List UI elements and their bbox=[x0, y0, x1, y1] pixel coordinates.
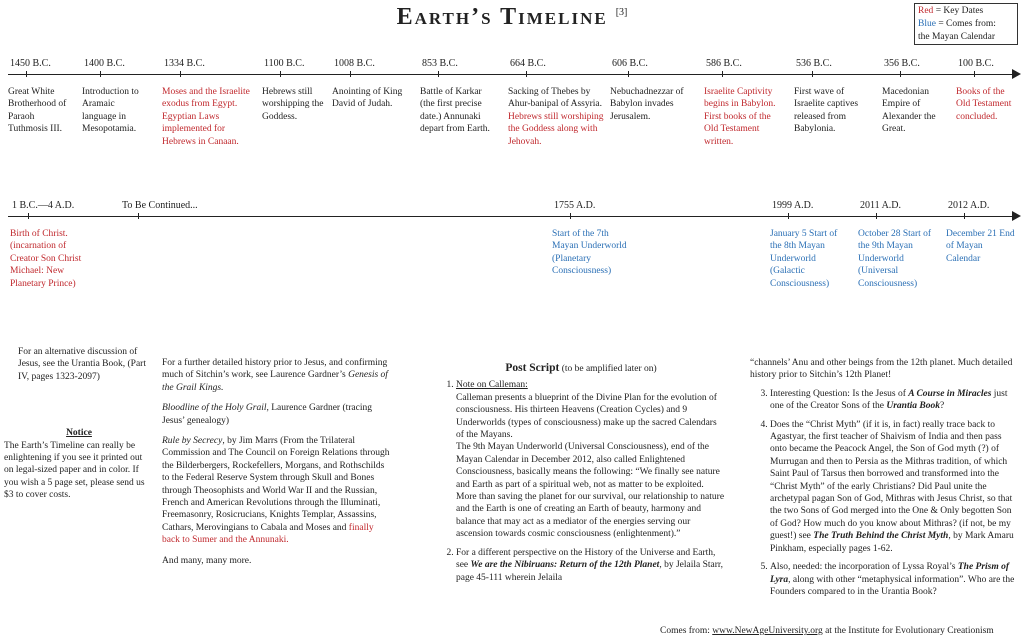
timeline-1-date: 536 B.C. bbox=[796, 58, 832, 69]
timeline-1-event: First wave of Israelite captives released from Babylonia. bbox=[794, 87, 859, 135]
timeline-2-tick bbox=[570, 213, 571, 219]
notice-text: The Earth’s Timeline can really be enlightening if you see it printed out on legal-sized paper and in color. If you wish a 5 page set, please send us $3 to cover costs. bbox=[4, 440, 145, 501]
timeline-1-date: 1450 B.C. bbox=[10, 58, 51, 69]
bloodline-text: , Laurence Gardner (tracing Jesus’ genealogy) bbox=[162, 403, 372, 426]
post-script-list bbox=[436, 379, 726, 584]
post-script-item-3 bbox=[770, 388, 1018, 413]
post-script-title: Post Script bbox=[505, 362, 560, 374]
timeline-2-date: 1 B.C.—4 A.D. bbox=[12, 200, 75, 211]
lyra-rest: , along with other “metaphysical information”. Who are the Founders compared to in the Urantia Book? bbox=[770, 574, 1015, 597]
timeline-1-tick bbox=[350, 71, 351, 77]
secrecy-paragraph bbox=[162, 435, 392, 547]
legend-blue-text-2: the Mayan Calendar bbox=[918, 32, 996, 42]
timeline-1-event-text: Sacking of Thebes by Ahur-banipal of Assyria. bbox=[508, 87, 602, 110]
column-2 bbox=[162, 357, 392, 575]
nibiruans-book: We are the Nibiruans: Return of the 12th Planet bbox=[470, 560, 660, 571]
question-text-2: just one of the Creator Sons of the bbox=[770, 388, 1008, 412]
timeline-2-date: 1755 A.D. bbox=[554, 200, 596, 211]
column-1 bbox=[4, 346, 154, 502]
timeline-2-date: 1999 A.D. bbox=[772, 200, 814, 211]
legend-blue-text: = Comes from: bbox=[935, 19, 996, 29]
secrecy-red-text: finally back to Sumer and the Annunaki. bbox=[162, 522, 374, 546]
timeline-1-tick bbox=[722, 71, 723, 77]
timeline-1-tick bbox=[26, 71, 27, 77]
question-end: ? bbox=[939, 401, 945, 412]
post-script-note: (to be amplified later on) bbox=[559, 364, 657, 374]
timeline-1-event: Books of the Old Testament concluded. bbox=[956, 87, 1012, 122]
post-script-item-5 bbox=[770, 561, 1018, 598]
post-script-list-continued bbox=[750, 388, 1018, 599]
timeline-2-date: 2012 A.D. bbox=[948, 200, 990, 211]
legend-red-text: = Key Dates bbox=[933, 6, 984, 16]
timeline-1-event-key-text: Hebrews still worshiping the Goddess along with Jehovah. bbox=[508, 111, 604, 147]
timeline-2-axis bbox=[8, 216, 1014, 217]
timeline-1-event: Nebuchadnezzar of Babylon invades Jerusalem. bbox=[610, 87, 684, 122]
nibiruans-text: For a different perspective on the History of the Universe and Earth, see bbox=[456, 547, 716, 571]
post-script-heading bbox=[436, 362, 726, 375]
question-text: Interesting Question: Is the Jesus of bbox=[770, 388, 909, 399]
legend-red-word: Red bbox=[918, 6, 934, 16]
timeline-1-event: Hebrews still worshipping the Goddess. bbox=[262, 87, 324, 122]
timeline-1-tick bbox=[900, 71, 901, 77]
timeline-1-date: 1400 B.C. bbox=[84, 58, 125, 69]
timeline-1-tick bbox=[100, 71, 101, 77]
gardner-text: For a further detailed history prior to Jesus, and confirming much of Sitchin’s work, see Laurence Gardner’s bbox=[162, 358, 388, 381]
more-paragraph: And many, many more. bbox=[162, 555, 252, 566]
timeline-1-event: Great White Brotherhood of Paraoh Tuthmosis III. bbox=[8, 87, 67, 135]
timeline-1-event bbox=[508, 86, 604, 148]
gardner-paragraph bbox=[162, 357, 392, 394]
nibiruans-rest: , by Jelaila Starr, page 45-111 wherein Jelaila bbox=[456, 560, 724, 583]
urantia-note: For an alternative discussion of Jesus, see the Urantia Book, (Part IV, pages 1323-2097) bbox=[18, 347, 146, 382]
christ-myth-book: The Truth Behind the Christ Myth bbox=[813, 531, 949, 542]
timeline-2-tick bbox=[788, 213, 789, 219]
timeline-1-date: 664 B.C. bbox=[510, 58, 546, 69]
timeline-2-tick bbox=[964, 213, 965, 219]
timeline-1-date: 1008 B.C. bbox=[334, 58, 375, 69]
timeline-1-event: Israelite Captivity begins in Babylon. First books of the Old Testament written. bbox=[704, 87, 776, 147]
timeline-2-event: Start of the 7th Mayan Underworld (Planetary Consciousness) bbox=[552, 229, 627, 277]
timeline-2-tick bbox=[138, 213, 139, 219]
column-4 bbox=[750, 357, 1018, 604]
title-reference: [3] bbox=[615, 7, 628, 18]
timeline-1-event: Introduction to Aramaic language in Mesopotamia. bbox=[82, 87, 139, 135]
calleman-text: Calleman presents a blueprint of the Divine Plan for the evolution of consciousness. His thirteen Heavens (Creation Cycles) and 9 Underworlds (types of consciousness) make up the sacred Calendars of the Mayans. bbox=[456, 392, 717, 441]
timeline-2-event: October 28 Start of the 9th Mayan Underworld (Universal Consciousness) bbox=[858, 229, 932, 289]
timeline-1-date: 1334 B.C. bbox=[164, 58, 205, 69]
timeline-1-tick bbox=[974, 71, 975, 77]
timeline-2-event: January 5 Start of the 8th Mayan Underworld (Galactic Consciousness) bbox=[770, 229, 838, 289]
color-legend bbox=[914, 3, 1018, 45]
urantia-book: Urantia Book bbox=[886, 401, 940, 412]
column-3 bbox=[436, 362, 726, 590]
calleman-text-2: The 9th Mayan Underworld (Universal Consciousness), end of the Mayan Calendar in December 2012, also called Enlightened Consciousness, basically means the following: “We finally see nature and Earth as part of a spiritual web, not as matter to be exploited. More than saving the planet for our survival, our relationship to nature and the Earth is one of creating an Earth of beauty, harmony and balance that may act as a mediator of the energies serving our ascension towards cosmic consciousness (enlightenment).” bbox=[456, 442, 725, 540]
legend-blue-word: Blue bbox=[918, 19, 936, 29]
timeline-1-event: Battle of Karkar (the first precise date.) Annunaki depart from Earth. bbox=[420, 87, 490, 135]
legend-blue-entry bbox=[918, 18, 1014, 31]
timeline-2-arrow-icon bbox=[1012, 211, 1021, 221]
post-script-item-2 bbox=[456, 547, 726, 584]
timeline-2-tick bbox=[28, 213, 29, 219]
timeline-1-event: Moses and the Israelite exodus from Egypt. Egyptian Laws implemented for Hebrews in Canaan. bbox=[162, 87, 250, 147]
christ-myth-rest: , by Mark Amaru Pinkham, especially pages 1-62. bbox=[770, 531, 1014, 554]
footer bbox=[660, 625, 1024, 637]
timeline-1-tick bbox=[180, 71, 181, 77]
lyra-book: The Prism of Lyra bbox=[770, 562, 1010, 585]
secrecy-book: Rule by Secrecy bbox=[162, 436, 223, 447]
course-book: A Course in Miracles bbox=[908, 388, 992, 399]
timeline-1-date: 1100 B.C. bbox=[264, 58, 305, 69]
timeline-1-event: Anointing of King David of Judah. bbox=[332, 87, 403, 110]
timeline-1-tick bbox=[280, 71, 281, 77]
jelaila-continuation: “channels’ Anu and other beings from the 12th planet. Much detailed history prior to Sitchin’s 12th Planet! bbox=[750, 358, 1013, 381]
timeline-1-axis bbox=[8, 74, 1014, 75]
legend-red-entry bbox=[918, 5, 1014, 18]
timeline-2-event: December 21 End of Mayan Calendar bbox=[946, 229, 1015, 264]
new-age-university-link[interactable]: www.NewAgeUniversity.org bbox=[712, 626, 823, 636]
lyra-text: Also, needed: the incorporation of Lyssa Royal’s bbox=[770, 562, 958, 573]
bloodline-book: Bloodline of the Holy Grail bbox=[162, 403, 267, 414]
title-text: Earth’s Timeline bbox=[396, 4, 608, 30]
page-title bbox=[0, 4, 1024, 31]
gardner-book: Genesis of the Grail Kings. bbox=[162, 370, 388, 393]
post-script-item-4 bbox=[770, 419, 1018, 555]
notice-title: Notice bbox=[66, 428, 92, 439]
timeline-2-date: 2011 A.D. bbox=[860, 200, 902, 211]
timeline-1-event: Macedonian Empire of Alexander the Great. bbox=[882, 87, 936, 135]
timeline-1-arrow-icon bbox=[1012, 69, 1021, 79]
post-script-item-1 bbox=[456, 379, 726, 540]
timeline-1-date: 356 B.C. bbox=[884, 58, 920, 69]
timeline-2-date: To Be Continued... bbox=[122, 200, 198, 211]
christ-myth-text: Does the “Christ Myth” (if it is, in fact) really trace back to Agastyar, the first teacher of Shaivism of India and then pass onto became the Peacock Angel, the Son of God myth (?) of Murrugan and then to Persia as the Mithras tradition, of which Saint Paul of Tarsus then borrowed and transformed into the “Christ Myth” of the early Christians? Did Paul unite the archetypal pagan Son of God, Mithras with Jesus Christ, so that the two Sons of God merged into the One & Only begotten Son of God? How much do you know about Mithras? (if not, be my guest!) see bbox=[770, 419, 1013, 542]
timeline-1-date: 853 B.C. bbox=[422, 58, 458, 69]
timeline-1-date: 586 B.C. bbox=[706, 58, 742, 69]
bloodline-paragraph bbox=[162, 402, 392, 427]
timeline-1-tick bbox=[526, 71, 527, 77]
secrecy-text: , by Jim Marrs (From the Trilateral Commission and The Council on Foreign Relations through the Bilderbergers, Rockefellers, Morgans, and Rothschilds to the Federal Reserve System through Skull and Bones through Theosophists and World War II and the Russian, French and American Revolutions through the Illuminati, Freemasonry, Rosicrucians, Knights Templar, Assassins, Cathars, Merovingians to Cabala and Moses and bbox=[162, 436, 390, 533]
footer-text: Comes from: bbox=[660, 626, 713, 636]
timeline-1-date: 100 B.C. bbox=[958, 58, 994, 69]
footer-text-2: at the Institute for Evolutionary Creationism bbox=[822, 626, 994, 636]
timeline-1-tick bbox=[438, 71, 439, 77]
timeline-2-tick bbox=[876, 213, 877, 219]
timeline-1-tick bbox=[812, 71, 813, 77]
calleman-title: 1. Note on Calleman: bbox=[456, 380, 528, 391]
timeline-1-tick bbox=[628, 71, 629, 77]
timeline-1-date: 606 B.C. bbox=[612, 58, 648, 69]
timeline-2-event: Birth of Christ. (incarnation of Creator Son Christ Michael: New Planetary Prince) bbox=[10, 229, 82, 289]
